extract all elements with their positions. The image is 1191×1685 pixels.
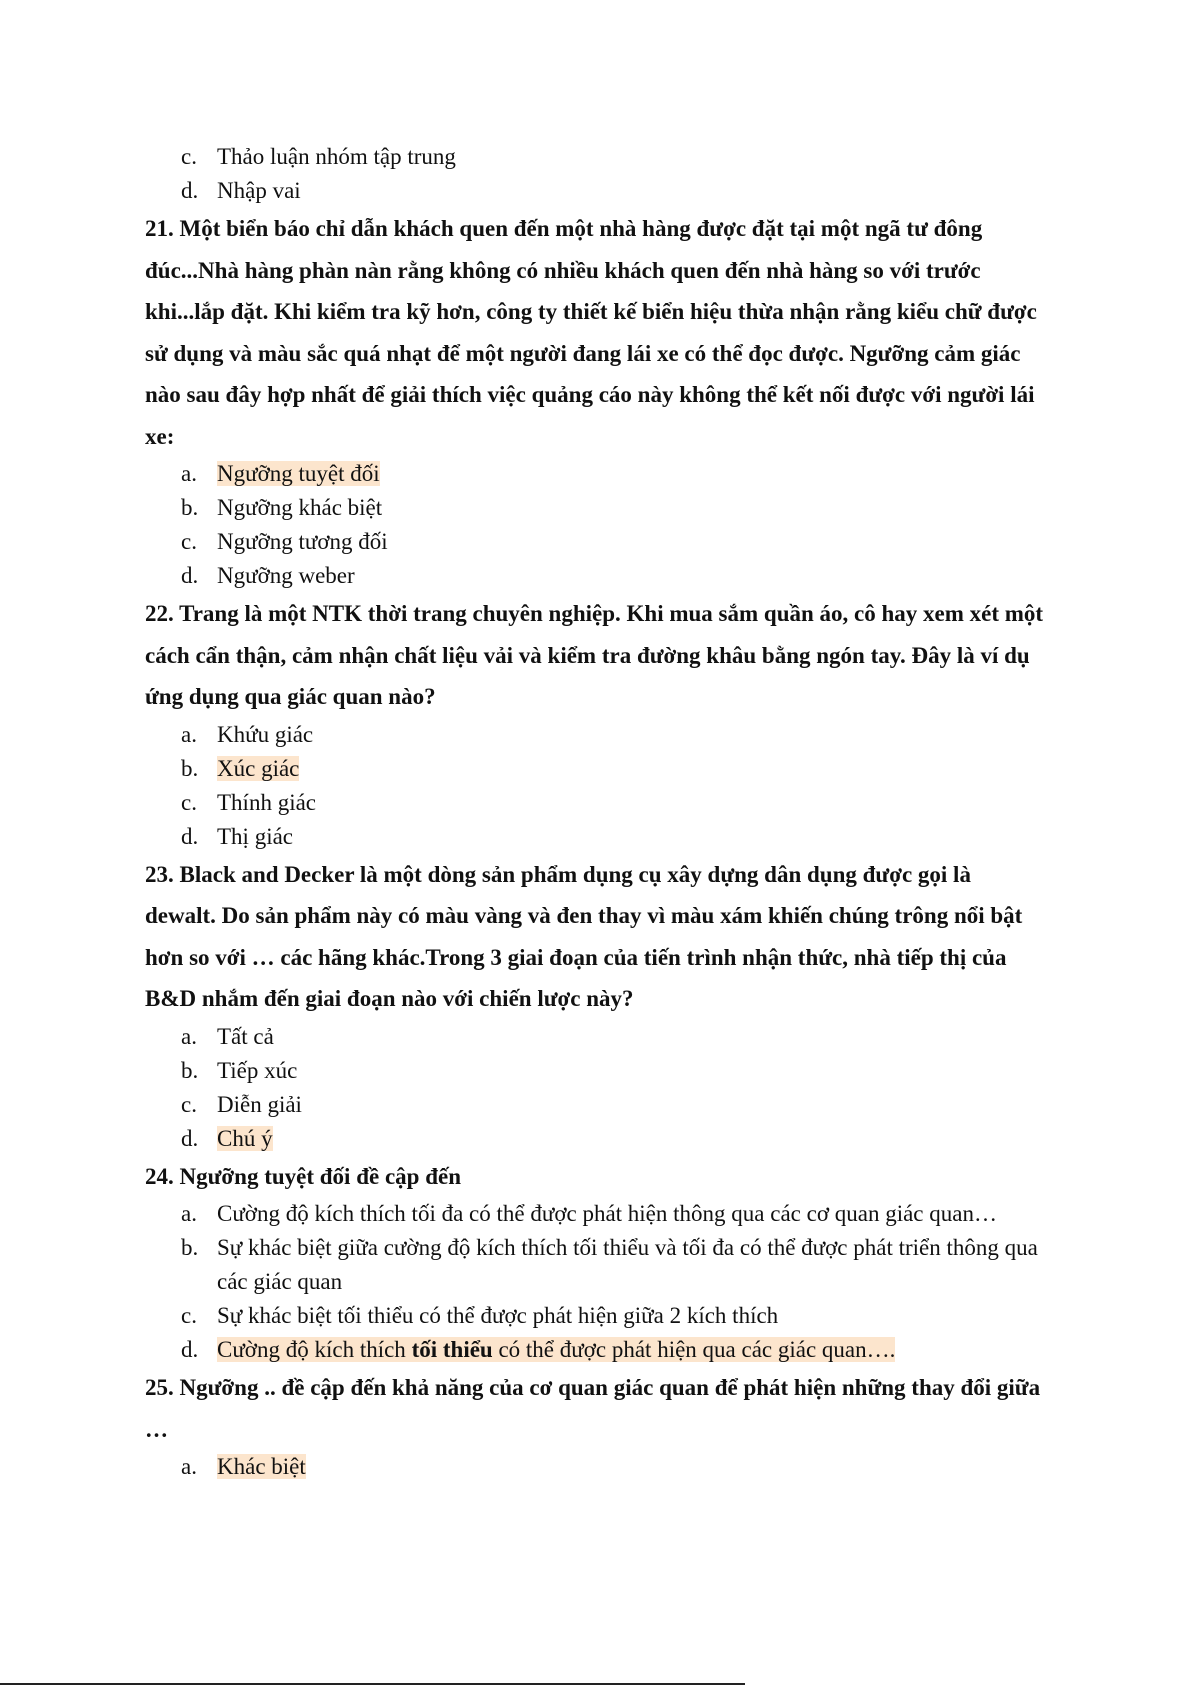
option-d: d. Cường độ kích thích tối thiểu có thể được phát hiện qua các giác quan…. xyxy=(181,1337,896,1362)
option-d: d. Thị giác xyxy=(181,823,293,849)
highlighted-answer: Ngưỡng tuyệt đối xyxy=(217,461,380,486)
highlighted-answer: Chú ý xyxy=(217,1125,273,1151)
option-b: b. Xúc giác xyxy=(181,755,300,781)
option-a: a. Khác biệt xyxy=(181,1454,306,1479)
option-c: c. Thảo luận nhóm tập trung xyxy=(181,144,456,169)
option-a: a. Cường độ kích thích tối đa có thể được phát hiện thông qua các cơ quan giác quan… xyxy=(181,1201,997,1226)
question-24-options xyxy=(145,1197,1045,1367)
question-25-options xyxy=(145,1450,1045,1484)
question-25: 25. Ngưỡng .. đề cập đến khả năng của cơ quan giác quan để phát hiện những thay đổi giữa … xyxy=(145,1375,1041,1442)
option-b: b. Ngưỡng khác biệt xyxy=(181,495,383,520)
question-23: 23. Black and Decker là một dòng sản phẩm dụng cụ xây dựng dân dụng được gọi là dewalt. Do sản phẩm này có màu vàng và đen thay vì màu xám khiến chúng trông nổi bật hơn so với … các hãng khác.Trong 3 giai đoạn của tiến trình nhận thức, nhà tiếp thị của B&D nhắm đến giai đoạn nào với chiến lược này? xyxy=(145,861,1023,1011)
question-22-options xyxy=(145,718,1045,854)
option-b: b. Sự khác biệt giữa cường độ kích thích tối thiểu và tối đa có thể được phát triển thông qua các giác quan xyxy=(181,1235,1038,1294)
option-c: c. Sự khác biệt tối thiểu có thể được phát hiện giữa 2 kích thích xyxy=(181,1303,779,1328)
option-d: d. Chú ý xyxy=(181,1125,273,1151)
option-b: b. Tiếp xúc xyxy=(181,1057,298,1083)
option-c: c. Ngưỡng tương đối xyxy=(181,529,388,554)
question-21: 21. Một biển báo chỉ dẫn khách quen đến một nhà hàng được đặt tại một ngã tư đông đúc...Nhà hàng phàn nàn rằng không có nhiều khách quen đến nhà hàng so với trước khi...lắp đặt. Khi kiểm tra kỹ hơn, công ty thiết kế biển hiệu thừa nhận rằng kiểu chữ được sử dụng và màu sắc quá nhạt để một người đang lái xe có thể đọc được. Ngưỡng cảm giác nào sau đây hợp nhất để giải thích việc quảng cáo này không thể kết nối được với người lái xe: xyxy=(145,216,1037,449)
question-21-options xyxy=(145,457,1045,593)
highlighted-answer: Khác biệt xyxy=(217,1454,306,1479)
question-24: 24. Ngưỡng tuyệt đối đề cập đến xyxy=(145,1163,461,1189)
option-d: d. Ngưỡng weber xyxy=(181,563,355,588)
question-23-options xyxy=(145,1020,1045,1156)
option-a: a. Khứu giác xyxy=(181,721,314,747)
question-22: 22. Trang là một NTK thời trang chuyên nghiệp. Khi mua sắm quần áo, cô hay xem xét một cách cẩn thận, cảm nhận chất liệu vải và kiểm tra đường khâu bằng ngón tay. Đây là ví dụ ứng dụng qua giác quan nào? xyxy=(145,601,1044,709)
document-page xyxy=(145,140,1045,1484)
option-a: a. Ngưỡng tuyệt đối xyxy=(181,461,380,486)
highlighted-answer: Cường độ kích thích tối thiểu có thể được phát hiện qua các giác quan…. xyxy=(217,1337,896,1362)
option-c: c. Thính giác xyxy=(181,789,316,815)
highlighted-answer: Xúc giác xyxy=(217,755,300,781)
option-d: d. Nhập vai xyxy=(181,178,301,203)
option-a: a. Tất cả xyxy=(181,1023,274,1049)
option-c: c. Diễn giải xyxy=(181,1091,302,1117)
q20-options-tail xyxy=(145,140,1045,208)
